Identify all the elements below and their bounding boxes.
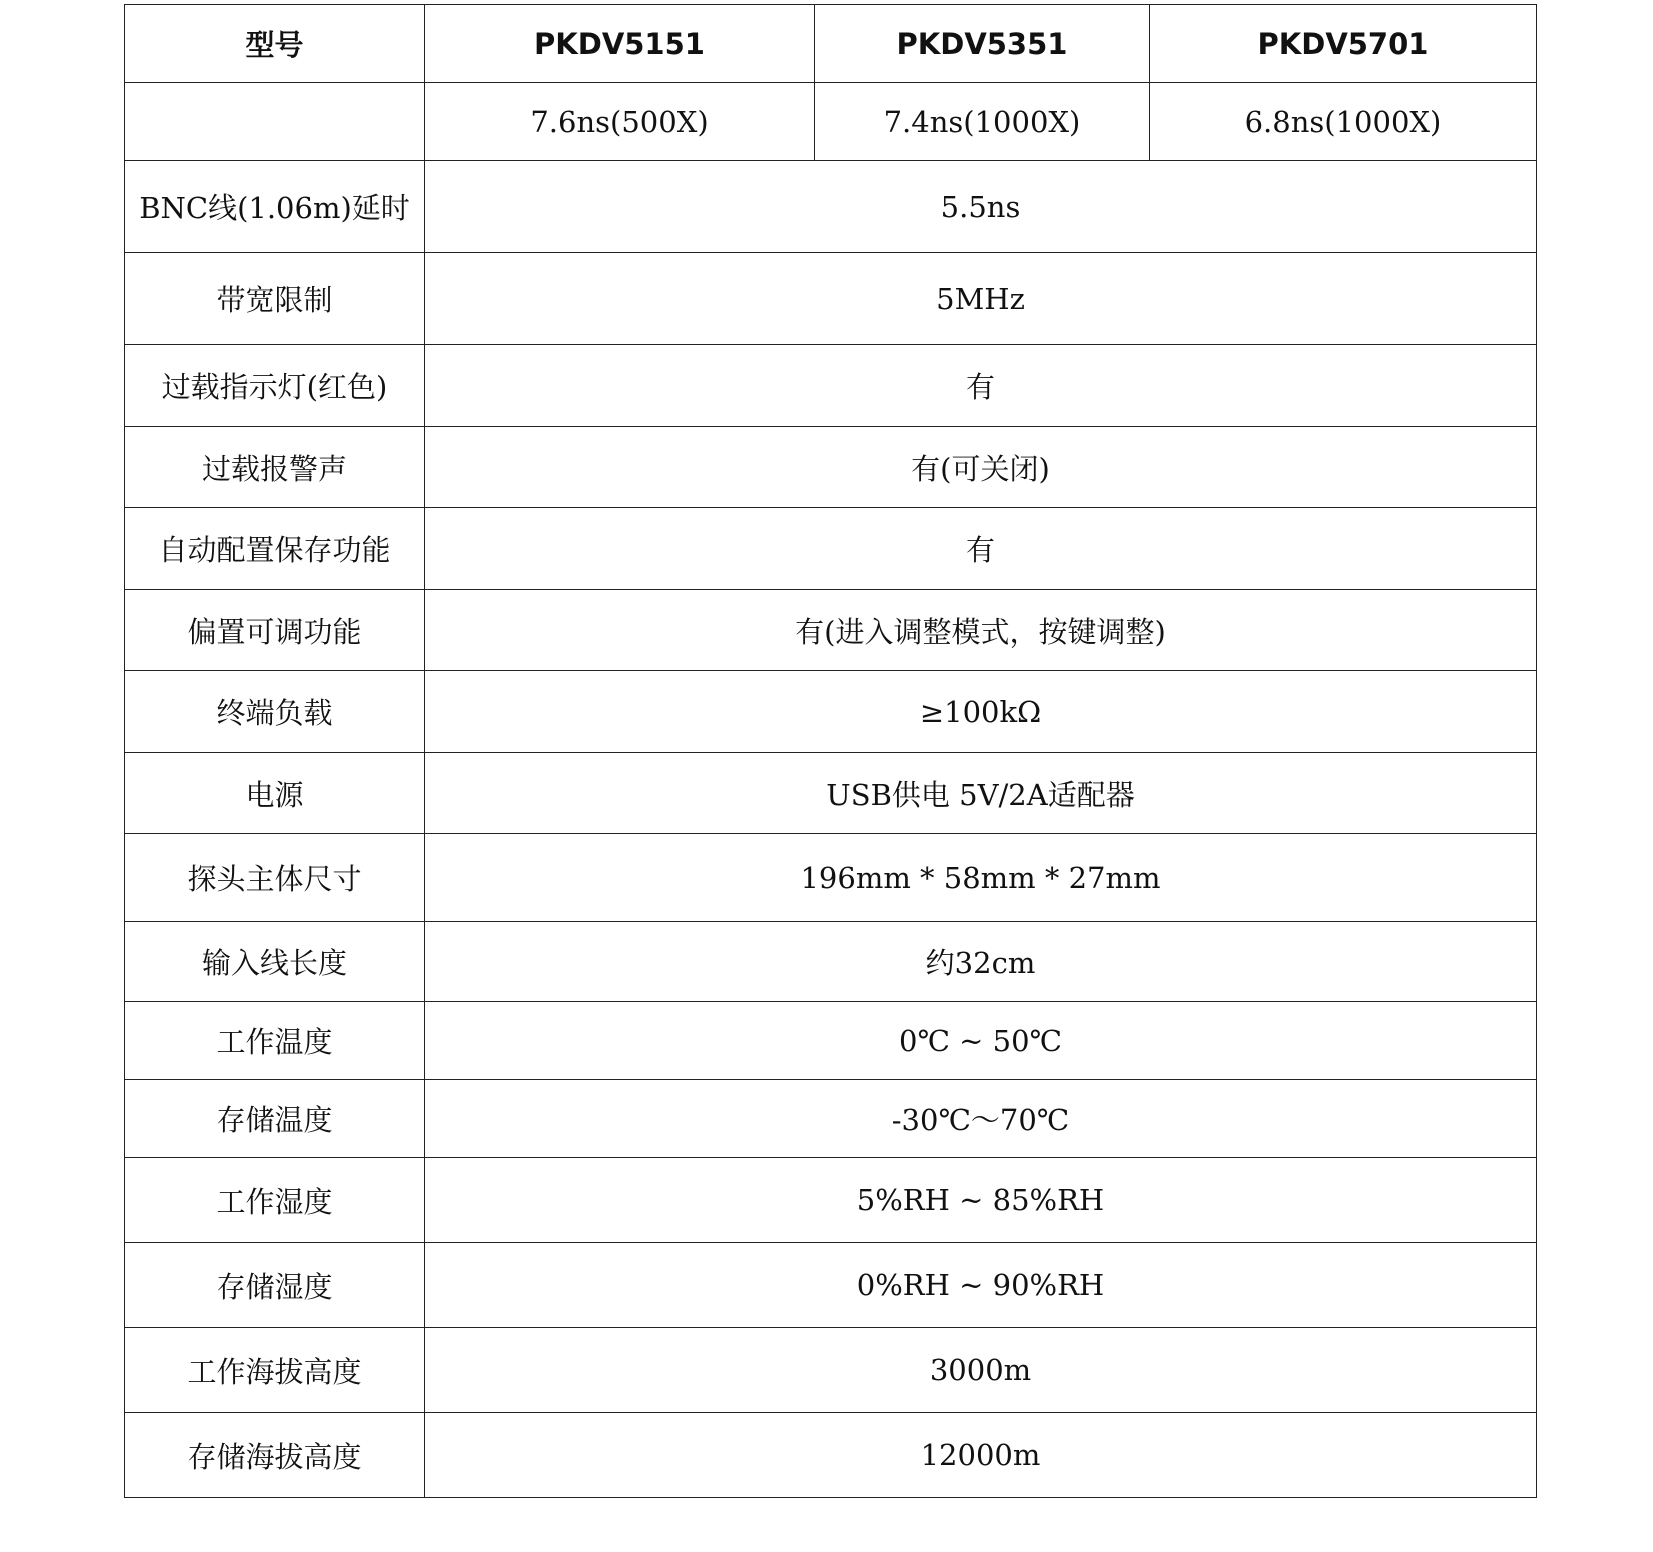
spec-value: 0%RH ~ 90%RH xyxy=(425,1243,1537,1328)
spec-row xyxy=(125,1328,1537,1413)
spec-row xyxy=(125,1080,1537,1158)
spec-value: 有(进入调整模式，按键调整) xyxy=(425,590,1537,671)
spec-row xyxy=(125,1158,1537,1243)
spec-label: 终端负载 xyxy=(125,671,425,753)
spec-label: 工作温度 xyxy=(125,1002,425,1080)
spec-row xyxy=(125,671,1537,753)
spec-value: 5MHz xyxy=(425,253,1537,345)
rise-time-value: 7.6ns(500X) xyxy=(425,83,815,161)
spec-label: 工作海拔高度 xyxy=(125,1328,425,1413)
header-row xyxy=(125,5,1537,83)
spec-label: 存储湿度 xyxy=(125,1243,425,1328)
spec-label: 输入线长度 xyxy=(125,922,425,1002)
spec-value: 有(可关闭) xyxy=(425,427,1537,508)
spec-value: 5.5ns xyxy=(425,161,1537,253)
model-label: 型号 xyxy=(125,5,425,83)
spec-value: 约32cm xyxy=(425,922,1537,1002)
spec-row xyxy=(125,1413,1537,1498)
spec-row xyxy=(125,253,1537,345)
spec-row xyxy=(125,590,1537,671)
spec-row xyxy=(125,1002,1537,1080)
spec-value: 0℃ ~ 50℃ xyxy=(425,1002,1537,1080)
spec-label: 存储海拔高度 xyxy=(125,1413,425,1498)
spec-label: 带宽限制 xyxy=(125,253,425,345)
spec-row xyxy=(125,427,1537,508)
spec-row xyxy=(125,753,1537,834)
model-name: PKDV5151 xyxy=(425,5,815,83)
spec-value: 196mm * 58mm * 27mm xyxy=(425,834,1537,922)
spec-label: 自动配置保存功能 xyxy=(125,508,425,590)
spec-label: BNC线(1.06m)延时 xyxy=(125,161,425,253)
model-name: PKDV5351 xyxy=(815,5,1150,83)
spec-row xyxy=(125,1243,1537,1328)
rise-time-label xyxy=(125,83,425,161)
rise-time-value: 7.4ns(1000X) xyxy=(815,83,1150,161)
spec-label: 偏置可调功能 xyxy=(125,590,425,671)
spec-row xyxy=(125,834,1537,922)
model-name: PKDV5701 xyxy=(1150,5,1537,83)
spec-label: 工作湿度 xyxy=(125,1158,425,1243)
spec-row xyxy=(125,922,1537,1002)
spec-row xyxy=(125,345,1537,427)
spec-value: USB供电 5V/2A适配器 xyxy=(425,753,1537,834)
spec-value: ≥100kΩ xyxy=(425,671,1537,753)
spec-value: 5%RH ~ 85%RH xyxy=(425,1158,1537,1243)
spec-row xyxy=(125,161,1537,253)
spec-label: 过载指示灯(红色) xyxy=(125,345,425,427)
spec-value: 有 xyxy=(425,345,1537,427)
spec-table xyxy=(124,4,1537,1498)
spec-value: 3000m xyxy=(425,1328,1537,1413)
spec-label: 电源 xyxy=(125,753,425,834)
spec-row xyxy=(125,508,1537,590)
rise-time-value: 6.8ns(1000X) xyxy=(1150,83,1537,161)
spec-label: 过载报警声 xyxy=(125,427,425,508)
spec-value: 12000m xyxy=(425,1413,1537,1498)
spec-value: 有 xyxy=(425,508,1537,590)
spec-label: 存储温度 xyxy=(125,1080,425,1158)
rise-time-row xyxy=(125,83,1537,161)
spec-value: -30℃～70℃ xyxy=(425,1080,1537,1158)
spec-label: 探头主体尺寸 xyxy=(125,834,425,922)
